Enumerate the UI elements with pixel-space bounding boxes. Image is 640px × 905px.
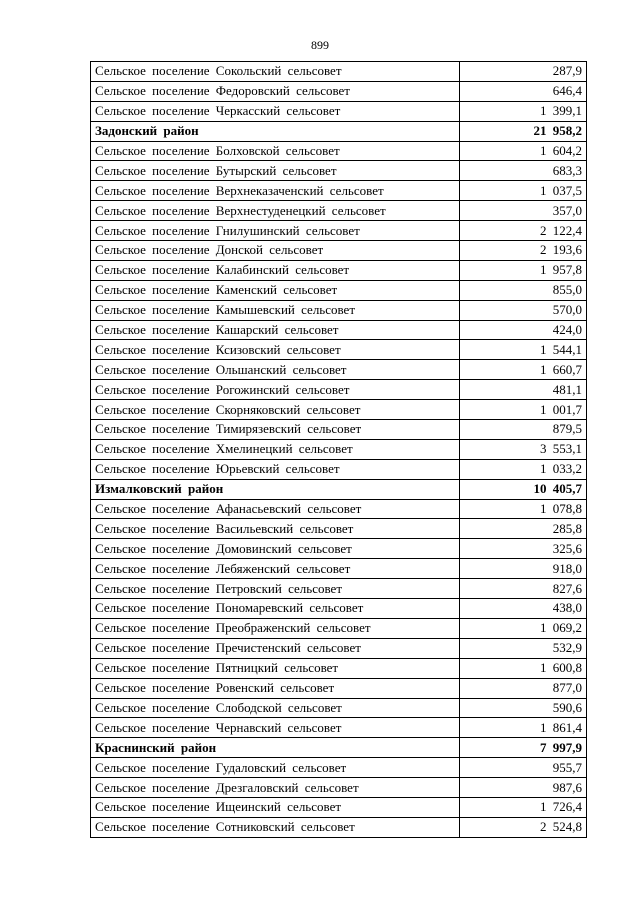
table-row xyxy=(91,658,587,678)
settlement-name: Сельское поселение Петровский сельсовет xyxy=(91,579,460,599)
settlement-amount: 1 078,8 xyxy=(460,499,587,519)
settlement-amount: 532,9 xyxy=(460,638,587,658)
settlement-amount: 570,0 xyxy=(460,300,587,320)
table-row xyxy=(91,678,587,698)
settlement-name: Сельское поселение Кашарский сельсовет xyxy=(91,320,460,340)
district-name: Задонский район xyxy=(91,121,460,141)
settlement-amount: 1 069,2 xyxy=(460,618,587,638)
table-row xyxy=(91,141,587,161)
district-row xyxy=(91,121,587,141)
settlement-amount: 918,0 xyxy=(460,559,587,579)
table-row xyxy=(91,439,587,459)
settlement-amount: 1 033,2 xyxy=(460,459,587,479)
table-row xyxy=(91,618,587,638)
settlement-name: Сельское поселение Ищеинский сельсовет xyxy=(91,797,460,817)
table-row xyxy=(91,718,587,738)
district-row xyxy=(91,738,587,758)
settlement-amount: 1 957,8 xyxy=(460,260,587,280)
settlement-name: Сельское поселение Черкасский сельсовет xyxy=(91,101,460,121)
settlement-name: Сельское поселение Лебяженский сельсовет xyxy=(91,559,460,579)
settlement-name: Сельское поселение Скорняковский сельсовет xyxy=(91,400,460,420)
settlement-name: Сельское поселение Донской сельсовет xyxy=(91,241,460,261)
table-row xyxy=(91,62,587,82)
settlement-name: Сельское поселение Домовинский сельсовет xyxy=(91,539,460,559)
settlement-name: Сельское поселение Преображенский сельсовет xyxy=(91,618,460,638)
settlement-name: Сельское поселение Чернавский сельсовет xyxy=(91,718,460,738)
table-row xyxy=(91,797,587,817)
table-row xyxy=(91,81,587,101)
table-row xyxy=(91,559,587,579)
settlement-amount: 287,9 xyxy=(460,62,587,82)
settlement-amount: 1 001,7 xyxy=(460,400,587,420)
settlement-name: Сельское поселение Ровенский сельсовет xyxy=(91,678,460,698)
table-row xyxy=(91,638,587,658)
settlement-amount: 1 604,2 xyxy=(460,141,587,161)
table-row xyxy=(91,380,587,400)
table-row xyxy=(91,320,587,340)
settlement-amount: 879,5 xyxy=(460,420,587,440)
settlement-name: Сельское поселение Афанасьевский сельсовет xyxy=(91,499,460,519)
table-row xyxy=(91,420,587,440)
table-row xyxy=(91,221,587,241)
settlement-name: Сельское поселение Верхнестуденецкий сельсовет xyxy=(91,201,460,221)
table-row xyxy=(91,400,587,420)
settlement-amount: 646,4 xyxy=(460,81,587,101)
settlement-name: Сельское поселение Ольшанский сельсовет xyxy=(91,360,460,380)
settlement-name: Сельское поселение Калабинский сельсовет xyxy=(91,260,460,280)
table-row xyxy=(91,181,587,201)
settlement-name: Сельское поселение Каменский сельсовет xyxy=(91,280,460,300)
settlement-amount: 481,1 xyxy=(460,380,587,400)
table-row xyxy=(91,300,587,320)
settlement-amount: 2 193,6 xyxy=(460,241,587,261)
settlement-name: Сельское поселение Федоровский сельсовет xyxy=(91,81,460,101)
table-row xyxy=(91,599,587,619)
settlement-name: Сельское поселение Васильевский сельсовет xyxy=(91,519,460,539)
settlement-name: Сельское поселение Пятницкий сельсовет xyxy=(91,658,460,678)
table-row xyxy=(91,698,587,718)
table-row xyxy=(91,817,587,837)
table-row xyxy=(91,260,587,280)
settlement-name: Сельское поселение Юрьевский сельсовет xyxy=(91,459,460,479)
district-row xyxy=(91,479,587,499)
settlement-name: Сельское поселение Болховской сельсовет xyxy=(91,141,460,161)
settlement-amount: 1 600,8 xyxy=(460,658,587,678)
table-row xyxy=(91,241,587,261)
settlement-amount: 827,6 xyxy=(460,579,587,599)
district-name: Краснинский район xyxy=(91,738,460,758)
table-row xyxy=(91,579,587,599)
settlement-amount: 1 544,1 xyxy=(460,340,587,360)
settlement-amount: 1 037,5 xyxy=(460,181,587,201)
settlement-amount: 2 122,4 xyxy=(460,221,587,241)
table-row xyxy=(91,201,587,221)
settlement-amount: 357,0 xyxy=(460,201,587,221)
district-total: 21 958,2 xyxy=(460,121,587,141)
settlement-amount: 1 861,4 xyxy=(460,718,587,738)
settlement-amount: 955,7 xyxy=(460,758,587,778)
table-row xyxy=(91,499,587,519)
table-row xyxy=(91,539,587,559)
settlement-name: Сельское поселение Верхнеказаченский сельсовет xyxy=(91,181,460,201)
settlement-name: Сельское поселение Бутырский сельсовет xyxy=(91,161,460,181)
budget-allocation-table xyxy=(90,61,587,838)
settlement-amount: 325,6 xyxy=(460,539,587,559)
table-row xyxy=(91,280,587,300)
table-body xyxy=(91,62,587,838)
settlement-name: Сельское поселение Камышевский сельсовет xyxy=(91,300,460,320)
page-number: 899 xyxy=(311,38,329,52)
settlement-name: Сельское поселение Рогожинский сельсовет xyxy=(91,380,460,400)
district-total: 7 997,9 xyxy=(460,738,587,758)
table-row xyxy=(91,519,587,539)
settlement-amount: 1 726,4 xyxy=(460,797,587,817)
settlement-amount: 285,8 xyxy=(460,519,587,539)
district-total: 10 405,7 xyxy=(460,479,587,499)
settlement-amount: 3 553,1 xyxy=(460,439,587,459)
settlement-name: Сельское поселение Сокольский сельсовет xyxy=(91,62,460,82)
table-row xyxy=(91,459,587,479)
settlement-amount: 438,0 xyxy=(460,599,587,619)
settlement-amount: 590,6 xyxy=(460,698,587,718)
settlement-amount: 987,6 xyxy=(460,778,587,798)
settlement-amount: 1 660,7 xyxy=(460,360,587,380)
settlement-amount: 855,0 xyxy=(460,280,587,300)
settlement-name: Сельское поселение Ксизовский сельсовет xyxy=(91,340,460,360)
settlement-name: Сельское поселение Гудаловский сельсовет xyxy=(91,758,460,778)
table-row xyxy=(91,101,587,121)
settlement-name: Сельское поселение Дрезгаловский сельсовет xyxy=(91,778,460,798)
settlement-amount: 424,0 xyxy=(460,320,587,340)
settlement-amount: 877,0 xyxy=(460,678,587,698)
table-row xyxy=(91,360,587,380)
settlement-name: Сельское поселение Сотниковский сельсовет xyxy=(91,817,460,837)
settlement-name: Сельское поселение Хмелинецкий сельсовет xyxy=(91,439,460,459)
settlement-amount: 683,3 xyxy=(460,161,587,181)
settlement-name: Сельское поселение Пречистенский сельсовет xyxy=(91,638,460,658)
settlement-amount: 2 524,8 xyxy=(460,817,587,837)
table-row xyxy=(91,161,587,181)
settlement-name: Сельское поселение Слободской сельсовет xyxy=(91,698,460,718)
table-row xyxy=(91,778,587,798)
settlement-name: Сельское поселение Пономаревский сельсовет xyxy=(91,599,460,619)
table-row xyxy=(91,758,587,778)
settlement-name: Сельское поселение Тимирязевский сельсовет xyxy=(91,420,460,440)
settlement-name: Сельское поселение Гнилушинский сельсовет xyxy=(91,221,460,241)
district-name: Измалковский район xyxy=(91,479,460,499)
settlement-amount: 1 399,1 xyxy=(460,101,587,121)
table-row xyxy=(91,340,587,360)
